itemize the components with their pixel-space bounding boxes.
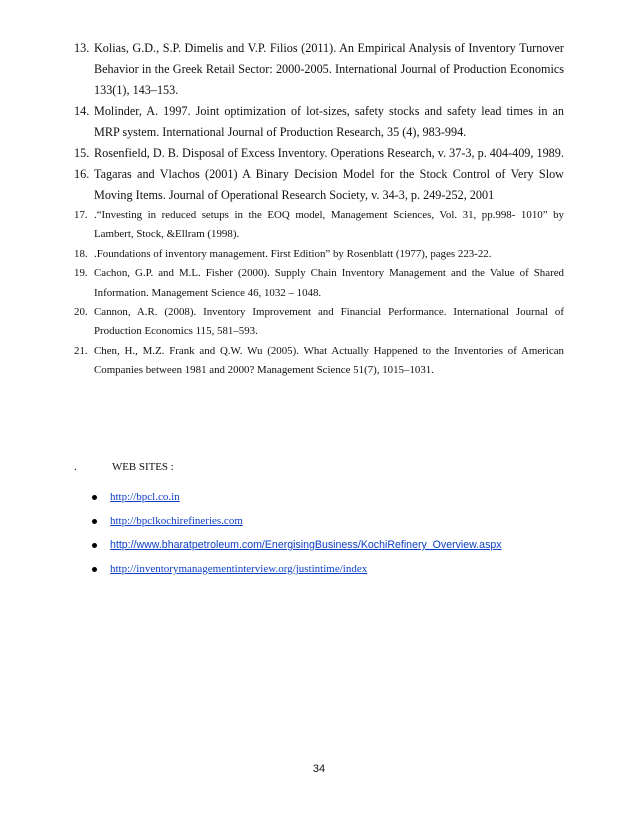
reference-text: Kolias, G.D., S.P. Dimelis and V.P. Filios (2011). An Empirical Analysis of Inventory Turnover Behavior in the Greek Retail Sector: 2000-2005. International Journal of Production Economics 133(1), 143–153. <box>94 41 564 97</box>
reference-item <box>74 206 564 245</box>
bullet-icon <box>92 519 97 524</box>
website-link[interactable]: http://www.bharatpetroleum.com/EnergisingBusiness/KochiRefinery_Overview.aspx <box>110 539 502 551</box>
reference-item <box>74 143 564 164</box>
bullet-icon <box>92 543 97 548</box>
reference-text: Rosenfield, D. B. Disposal of Excess Inventory. Operations Research, v. 37-3, p. 404-409, 1989. <box>94 146 564 160</box>
reference-text: .Foundations of inventory management. First Edition” by Rosenblatt (1977), pages 223-22. <box>94 247 492 260</box>
reference-item <box>74 264 564 303</box>
reference-text: .“Investing in reduced setups in the EOQ model, Management Sciences, Vol. 31, pp.998- 1010” by Lambert, Stock, &Ellram (1998). <box>94 209 564 241</box>
website-link[interactable]: http://bpcl.co.in <box>110 491 180 503</box>
reference-number: 14. <box>74 104 90 118</box>
website-link-list <box>92 485 502 581</box>
reference-item <box>74 303 564 342</box>
reference-text: Cannon, A.R. (2008). Inventory Improvement and Financial Performance. International Journal of Production Economics 115, 581–593. <box>94 306 564 338</box>
bullet-icon <box>92 495 97 500</box>
website-list-item <box>92 557 502 581</box>
websites-heading-row <box>74 461 564 473</box>
website-link[interactable]: http://inventorymanagementinterview.org/justintime/index <box>110 563 368 575</box>
reference-text: Cachon, G.P. and M.L. Fisher (2000). Supply Chain Inventory Management and the Value of Shared Information. Management Science 46, 1032 – 1048. <box>94 267 564 299</box>
reference-text: Molinder, A. 1997. Joint optimization of lot-sizes, safety stocks and safety lead times in an MRP system. International Journal of Production Research, 35 (4), 983-994. <box>94 104 564 139</box>
page-number: 34 <box>312 763 326 775</box>
reference-text: Chen, H., M.Z. Frank and Q.W. Wu (2005). What Actually Happened to the Inventories of American Companies between 1981 and 2000? Management Science 51(7), 1015–1031. <box>94 344 564 377</box>
reference-item <box>74 164 564 206</box>
reference-list <box>74 38 564 381</box>
website-link[interactable]: http://bpclkochirefineries.com <box>110 515 243 527</box>
reference-item <box>74 342 564 381</box>
reference-item <box>74 245 564 264</box>
websites-marker: . <box>74 461 77 473</box>
reference-number: 20. <box>74 306 88 319</box>
reference-number: 15. <box>74 146 90 160</box>
reference-number: 17. <box>74 209 88 221</box>
reference-item <box>74 38 564 101</box>
reference-number: 19. <box>74 267 88 280</box>
website-list-item <box>92 509 502 533</box>
reference-number: 13. <box>74 41 90 55</box>
websites-heading: WEB SITES : <box>112 461 174 473</box>
website-list-item <box>92 485 502 509</box>
reference-item <box>74 101 564 143</box>
reference-number: 18. <box>74 247 88 260</box>
website-list-item <box>92 533 502 557</box>
reference-number: 16. <box>74 167 90 181</box>
bullet-icon <box>92 567 97 572</box>
reference-text: Tagaras and Vlachos (2001) A Binary Decision Model for the Stock Control of Very Slow Moving Items. Journal of Operational Research Society, v. 34-3, p. 249-252, 2001 <box>94 167 564 202</box>
reference-number: 21. <box>74 344 88 357</box>
